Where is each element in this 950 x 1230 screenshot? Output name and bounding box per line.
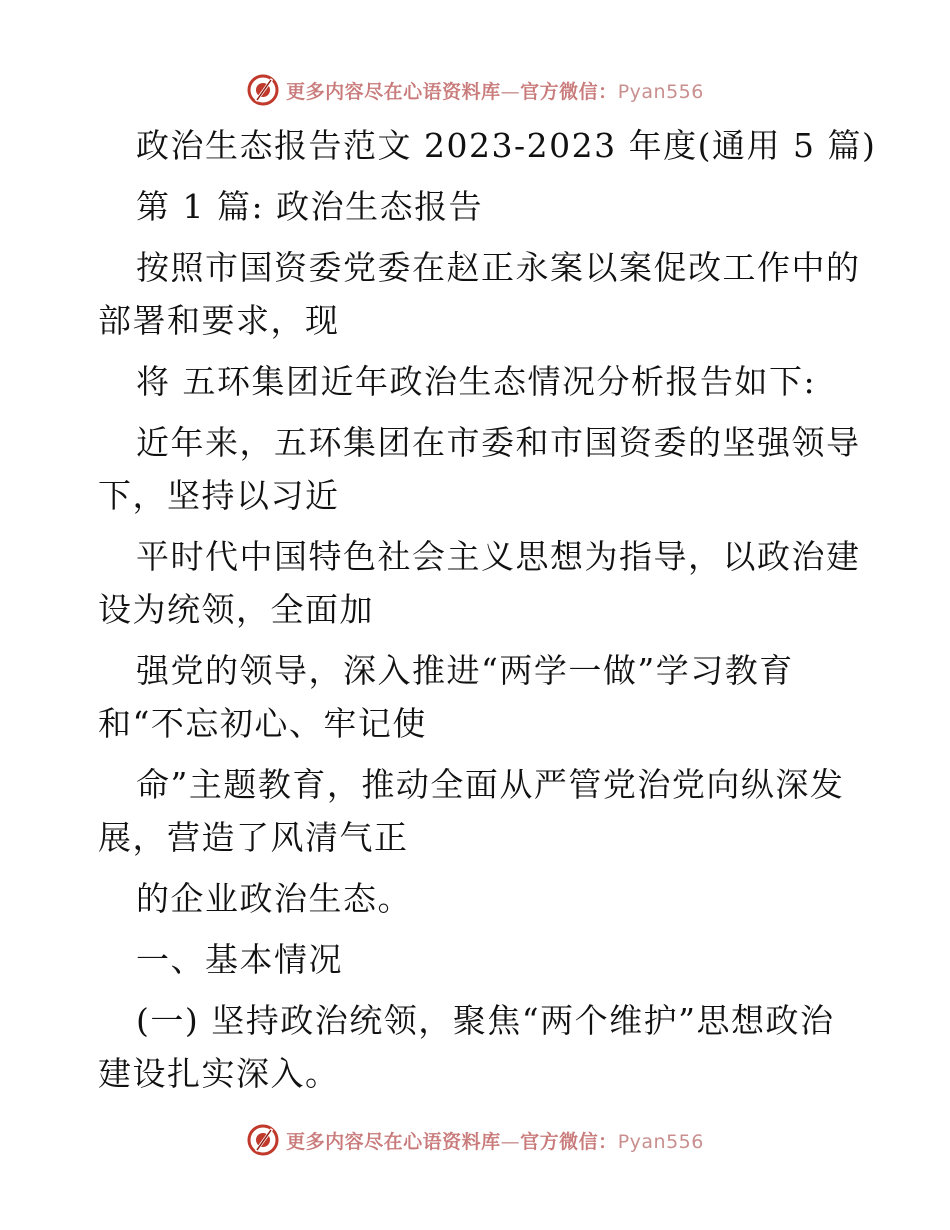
paragraph-line: 下，坚持以习近 bbox=[98, 476, 340, 515]
watermark-wechat-label: 官方微信： bbox=[520, 1130, 618, 1153]
paragraph-line: 按照市国资委党委在赵正永案以案促改工作中的 bbox=[136, 248, 861, 287]
subsection-heading: (一) 坚持政治统领，聚焦“两个维护”思想政治 bbox=[136, 1001, 835, 1040]
paragraph-line: 的企业政治生态。 bbox=[136, 879, 412, 918]
paragraph-line: 部署和要求，现 bbox=[98, 301, 340, 340]
paragraph-line: 将 五环集团近年政治生态情况分析报告如下: bbox=[136, 362, 817, 401]
watermark-separator: — bbox=[500, 1130, 521, 1153]
subsection-heading: 建设扎实深入。 bbox=[98, 1054, 340, 1093]
brand-logo-icon bbox=[246, 1123, 280, 1157]
section-heading: 第 1 篇: 政治生态报告 bbox=[136, 187, 484, 226]
watermark-text bbox=[286, 77, 704, 104]
footer-watermark bbox=[0, 1120, 950, 1160]
paragraph-line: 强党的领导，深入推进“两学一做”学习教育 bbox=[136, 651, 794, 690]
watermark-wechat-id: Pyan556 bbox=[617, 80, 704, 103]
section-heading: 一、基本情况 bbox=[136, 940, 343, 979]
paragraph-line: 平时代中国特色社会主义思想为指导，以政治建 bbox=[136, 537, 861, 576]
document-body bbox=[98, 124, 877, 1113]
watermark-main-text: 更多内容尽在心语资料库 bbox=[286, 1130, 501, 1153]
paragraph-line: 和“不忘初心、牢记使 bbox=[98, 704, 427, 743]
header-watermark bbox=[0, 70, 950, 110]
brand-logo-icon bbox=[246, 73, 280, 107]
watermark-separator: — bbox=[500, 80, 521, 103]
watermark-text bbox=[286, 1127, 704, 1154]
watermark-wechat-label: 官方微信： bbox=[520, 80, 618, 103]
paragraph-line: 展，营造了风清气正 bbox=[98, 818, 409, 857]
watermark-wechat-id: Pyan556 bbox=[617, 1130, 704, 1153]
document-title: 政治生态报告范文 2023-2023 年度(通用 5 篇) bbox=[136, 126, 877, 165]
paragraph-line: 命”主题教育，推动全面从严管党治党向纵深发 bbox=[136, 765, 845, 804]
paragraph-line: 近年来，五环集团在市委和市国资委的坚强领导 bbox=[136, 423, 861, 462]
watermark-main-text: 更多内容尽在心语资料库 bbox=[286, 80, 501, 103]
paragraph-line: 设为统领，全面加 bbox=[98, 590, 374, 629]
